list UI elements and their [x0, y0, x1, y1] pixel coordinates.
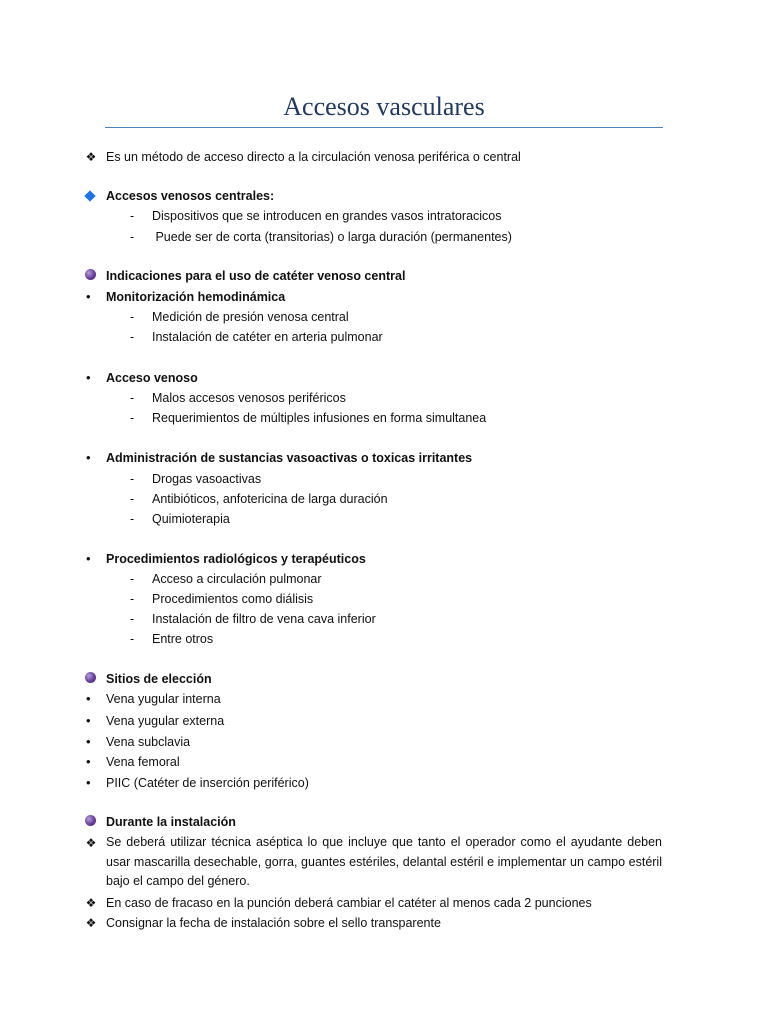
list-item: Vena yugular externa: [106, 714, 225, 728]
list-item: - Requerimientos de múltiples infusiones en forma simultanea: [130, 411, 487, 425]
list-item: - Quimioterapia: [130, 512, 230, 526]
list-item: - Instalación de filtro de vena cava inferior: [130, 612, 376, 626]
install-paragraph: Se deberá utilizar técnica aséptica lo que incluye que tanto el operador como el ayudante deben usar mascarilla desechable, gorra, guantes estériles, delantal estéril e implementar un campo estéril bajo el campo del género.: [106, 835, 662, 888]
list-item: - Malos accesos venosos periféricos: [130, 391, 346, 405]
list-item: - Entre otros: [130, 632, 214, 646]
list-item: - Drogas vasoactivas: [130, 472, 262, 486]
group-heading: Administración de sustancias vasoactivas o toxicas irritantes: [106, 451, 473, 465]
bullet-icon: •: [86, 691, 91, 706]
list-item: - Instalación de catéter en arteria pulmonar: [130, 330, 383, 344]
central-access-heading: Accesos venosos centrales:: [106, 189, 275, 203]
blue-diamond-icon: [84, 190, 95, 201]
page-title: Accesos vasculares: [283, 92, 485, 121]
bullet-icon: •: [86, 370, 91, 385]
list-item: - Dispositivos que se introducen en grandes vasos intratoracicos: [130, 209, 502, 223]
bullet-icon: •: [86, 450, 91, 465]
list-item: - Medición de presión venosa central: [130, 310, 349, 324]
purple-ball-icon: [85, 269, 96, 280]
bullet-icon: •: [86, 551, 91, 566]
list-item: Vena yugular interna: [106, 692, 221, 706]
list-item: - Acceso a circulación pulmonar: [130, 572, 322, 586]
list-item: - Puede ser de corta (transitorias) o larga duración (permanentes): [130, 230, 512, 244]
install-heading: Durante la instalación: [106, 815, 236, 829]
bullet-icon: •: [86, 289, 91, 304]
star-bullet-icon: ❖: [85, 896, 97, 910]
star-bullet-icon: ❖: [85, 150, 97, 164]
purple-ball-icon: [85, 815, 96, 826]
bullet-icon: •: [86, 775, 91, 790]
list-item: Vena subclavia: [106, 735, 191, 749]
group-heading: Procedimientos radiológicos y terapéuticos: [106, 552, 366, 566]
bullet-icon: •: [86, 734, 91, 749]
purple-ball-icon: [85, 672, 96, 683]
list-item: Consignar la fecha de instalación sobre el sello transparente: [106, 916, 441, 930]
group-heading: Acceso venoso: [106, 371, 198, 385]
group-heading: Monitorización hemodinámica: [106, 290, 286, 304]
intro-text: Es un método de acceso directo a la circulación venosa periférica o central: [106, 150, 521, 164]
list-item: - Procedimientos como diálisis: [130, 592, 314, 606]
title-underline: [105, 127, 663, 128]
star-bullet-icon: ❖: [85, 836, 97, 850]
sites-heading: Sitios de elección: [106, 672, 212, 686]
bullet-icon: •: [86, 713, 91, 728]
list-item: - Antibióticos, anfotericina de larga duración: [130, 492, 388, 506]
bullet-icon: •: [86, 754, 91, 769]
list-item: En caso de fracaso en la punción deberá cambiar el catéter al menos cada 2 punciones: [106, 896, 592, 910]
star-bullet-icon: ❖: [85, 916, 97, 930]
list-item: Vena femoral: [106, 755, 180, 769]
list-item: PIIC (Catéter de inserción periférico): [106, 776, 309, 790]
indications-heading: Indicaciones para el uso de catéter venoso central: [106, 269, 406, 283]
